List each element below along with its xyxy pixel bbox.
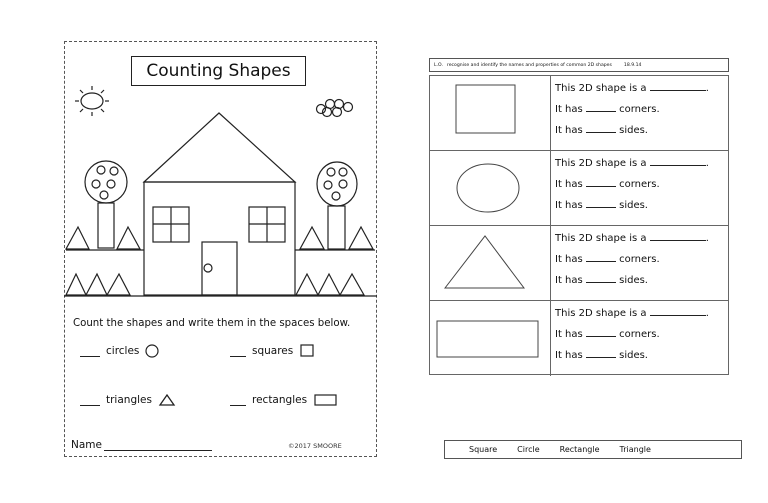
table-row: [430, 76, 728, 151]
rectangles-answer-blank[interactable]: [230, 394, 246, 406]
question-cell: This 2D shape is a . It has corners. It has sides.: [555, 233, 709, 286]
question-line: It has: [555, 125, 583, 136]
circles-answer-blank[interactable]: [80, 345, 100, 357]
question-line: corners.: [619, 104, 660, 115]
corners-blank[interactable]: [586, 327, 616, 337]
lo-date: 18.9.14: [623, 62, 642, 68]
rectangle-icon: [313, 393, 339, 407]
copyright-text: ©2017 SMOORE: [288, 442, 342, 450]
triangle-shape-icon: [430, 226, 550, 300]
question-line: sides.: [619, 275, 648, 286]
cloud-icon: [317, 100, 353, 117]
corners-blank[interactable]: [586, 102, 616, 112]
shape-cell: [430, 226, 551, 300]
word-bank-item: Rectangle: [559, 445, 600, 454]
rectangle-shape-icon: [430, 301, 550, 375]
triangle-icon: [158, 393, 176, 407]
shape-cell: [430, 76, 551, 150]
sides-blank[interactable]: [586, 273, 616, 283]
shape-name-blank[interactable]: [650, 156, 706, 166]
circle-icon: [145, 344, 159, 358]
word-bank-item: Circle: [517, 445, 540, 454]
question-line: It has: [555, 350, 583, 361]
question-line: sides.: [619, 350, 648, 361]
shape-cell: [430, 301, 551, 376]
house-icon: [144, 113, 295, 295]
right-tree-icon: [317, 162, 357, 249]
word-bank: [444, 440, 742, 459]
shape-name-blank[interactable]: [650, 231, 706, 241]
sun-icon: [75, 86, 109, 116]
question-line: sides.: [619, 125, 648, 136]
sides-blank[interactable]: [586, 348, 616, 358]
corners-blank[interactable]: [586, 177, 616, 187]
question-line: It has: [555, 275, 583, 286]
question-line: This 2D shape is a: [555, 308, 647, 319]
circle-shape-icon: [430, 151, 550, 225]
square-shape-icon: [430, 76, 550, 150]
table-row: [430, 301, 728, 376]
question-cell: This 2D shape is a . It has corners. It has sides.: [555, 158, 709, 211]
learning-objective-header: [429, 58, 729, 72]
table-row: [430, 151, 728, 226]
shape-name-blank[interactable]: [650, 306, 706, 316]
triangles-count-item: [80, 393, 176, 407]
name-label: Name: [71, 439, 102, 451]
shape-properties-table: [429, 75, 729, 375]
word-bank-item: Triangle: [619, 445, 651, 454]
circles-count-item: [80, 344, 159, 358]
lo-prefix: L.O.: [434, 62, 443, 68]
sides-blank[interactable]: [586, 123, 616, 133]
squares-count-item: [230, 344, 315, 358]
lo-text: recognise and identify the names and properties of common 2D shapes: [446, 62, 612, 68]
question-line: This 2D shape is a: [555, 233, 647, 244]
question-line: It has: [555, 179, 583, 190]
question-line: sides.: [619, 200, 648, 211]
word-bank-item: Square: [469, 445, 498, 454]
circles-label: circles: [106, 345, 140, 357]
question-line: corners.: [619, 254, 660, 265]
question-line: It has: [555, 104, 583, 115]
triangles-label: triangles: [106, 394, 152, 406]
name-answer-blank[interactable]: [104, 439, 212, 451]
rectangles-count-item: [230, 393, 339, 407]
squares-answer-blank[interactable]: [230, 345, 246, 357]
question-line: corners.: [619, 329, 660, 340]
rectangles-label: rectangles: [252, 394, 308, 406]
table-row: [430, 226, 728, 301]
question-line: This 2D shape is a: [555, 83, 647, 94]
question-line: corners.: [619, 179, 660, 190]
corners-blank[interactable]: [586, 252, 616, 262]
instruction-text: Count the shapes and write them in the spaces below.: [73, 318, 351, 329]
worksheet-title: Counting Shapes: [131, 56, 306, 86]
square-icon: [299, 344, 315, 358]
sides-blank[interactable]: [586, 198, 616, 208]
question-line: This 2D shape is a: [555, 158, 647, 169]
question-line: It has: [555, 200, 583, 211]
left-tree-icon: [85, 161, 127, 248]
triangles-answer-blank[interactable]: [80, 394, 100, 406]
question-cell: This 2D shape is a . It has corners. It has sides.: [555, 308, 709, 361]
squares-label: squares: [252, 345, 294, 357]
shape-cell: [430, 151, 551, 225]
shape-name-blank[interactable]: [650, 81, 706, 91]
house-scene-illustration: [64, 80, 377, 305]
name-field: [71, 439, 212, 451]
question-cell: This 2D shape is a . It has corners. It has sides.: [555, 83, 709, 136]
question-line: It has: [555, 329, 583, 340]
question-line: It has: [555, 254, 583, 265]
